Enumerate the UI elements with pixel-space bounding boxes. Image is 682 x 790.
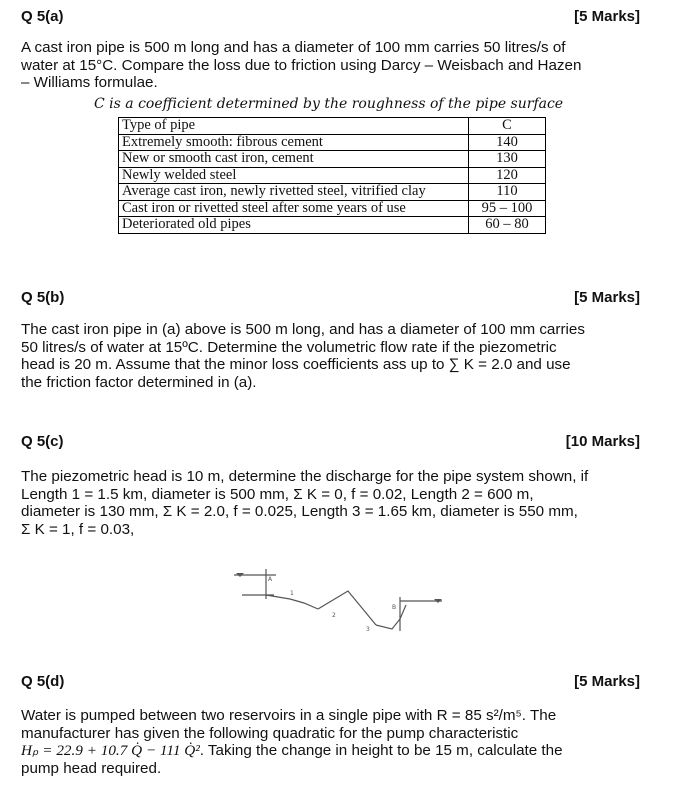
table-cell: 95 – 100 xyxy=(469,200,546,217)
table-cell: 140 xyxy=(469,134,546,151)
label-b: B xyxy=(392,604,397,611)
table-row xyxy=(119,151,546,168)
label-pipe-2: 2 xyxy=(332,612,336,619)
q5d-paragraph xyxy=(21,707,563,777)
q5d-equation-tail: . Taking the change in height to be 15 m, calculate the xyxy=(199,742,563,759)
table-cell: 110 xyxy=(469,184,546,201)
table-row xyxy=(119,134,546,151)
pipe-1 xyxy=(266,595,318,609)
table-cell: Cast iron or rivetted steel after some years of use xyxy=(119,200,469,217)
pipe-2 xyxy=(318,591,376,625)
q5d-line: Water is pumped between two reservoirs in a single pipe with R = 85 s²/m⁵. The xyxy=(21,707,557,724)
table-row xyxy=(119,200,546,217)
table-cell: 120 xyxy=(469,167,546,184)
table-row xyxy=(119,217,546,234)
label-a: A xyxy=(268,576,273,583)
q5d-line: manufacturer has given the following quadratic for the pump characteristic xyxy=(21,724,519,742)
table-header-c: C xyxy=(469,118,546,135)
label-pipe-1: 1 xyxy=(290,590,294,597)
table-row xyxy=(119,167,546,184)
q5b-marks: [5 Marks] xyxy=(574,289,640,306)
q5d-marks: [5 Marks] xyxy=(574,673,640,690)
table-caption: C is a coefficient determined by the roughness of the pipe surface xyxy=(94,96,564,112)
table-cell: 130 xyxy=(469,151,546,168)
table-cell: Deteriorated old pipes xyxy=(119,217,469,234)
pipe-coefficient-table xyxy=(118,117,546,234)
q5b-line: 50 litres/s of water at 15ºC. Determine the volumetric flow rate if the piezometric xyxy=(21,338,557,356)
table-cell: 60 – 80 xyxy=(469,217,546,234)
pipe-system-diagram xyxy=(228,565,448,635)
pump-characteristic-equation: Hₚ = 22.9 + 10.7 Q̇ − 111 Q̇² xyxy=(21,742,200,759)
q5c-title: Q 5(c) xyxy=(21,433,64,450)
q5c-line: Σ K = 1, f = 0.03, xyxy=(21,520,135,538)
q5a-line: – Williams formulae. xyxy=(21,74,158,91)
q5d-line: pump head required. xyxy=(21,759,162,777)
q5a-line: A cast iron pipe is 500 m long and has a diameter of 100 mm carries 50 litres/s of xyxy=(21,39,566,56)
q5b-line: the friction factor determined in (a). xyxy=(21,373,257,391)
table-cell: New or smooth cast iron, cement xyxy=(119,151,469,168)
table-header-row xyxy=(119,118,546,135)
q5b-line: head is 20 m. Assume that the minor loss coefficients ass up to ∑ K = 2.0 and use xyxy=(21,356,571,373)
q5b-line: The cast iron pipe in (a) above is 500 m long, and has a diameter of 100 mm carries xyxy=(21,321,585,338)
q5a-line: water at 15°C. Compare the loss due to friction using Darcy – Weisbach and Hazen xyxy=(21,56,582,74)
table-cell: Newly welded steel xyxy=(119,167,469,184)
q5a-paragraph xyxy=(21,39,581,92)
pipe-3 xyxy=(376,605,406,629)
q5c-marks: [10 Marks] xyxy=(565,433,640,450)
q5a-title: Q 5(a) xyxy=(21,8,64,25)
table-cell: Average cast iron, newly rivetted steel, vitrified clay xyxy=(119,184,469,201)
table-row xyxy=(119,184,546,201)
q5d-equation-line xyxy=(21,742,563,760)
q5c-paragraph xyxy=(21,468,588,538)
q5a-marks: [5 Marks] xyxy=(574,8,640,25)
q5c-line: Length 1 = 1.5 km, diameter is 500 mm, Σ K = 0, f = 0.02, Length 2 = 600 m, xyxy=(21,485,534,503)
table-header-type: Type of pipe xyxy=(119,118,469,135)
q5b-title: Q 5(b) xyxy=(21,289,65,306)
q5c-line: diameter is 130 mm, Σ K = 2.0, f = 0.025, Length 3 = 1.65 km, diameter is 550 mm, xyxy=(21,503,578,520)
q5b-paragraph xyxy=(21,321,585,391)
q5c-line: The piezometric head is 10 m, determine the discharge for the pipe system shown, if xyxy=(21,468,589,485)
table-cell: Extremely smooth: fibrous cement xyxy=(119,134,469,151)
q5d-title: Q 5(d) xyxy=(21,673,65,690)
label-pipe-3: 3 xyxy=(366,626,370,633)
